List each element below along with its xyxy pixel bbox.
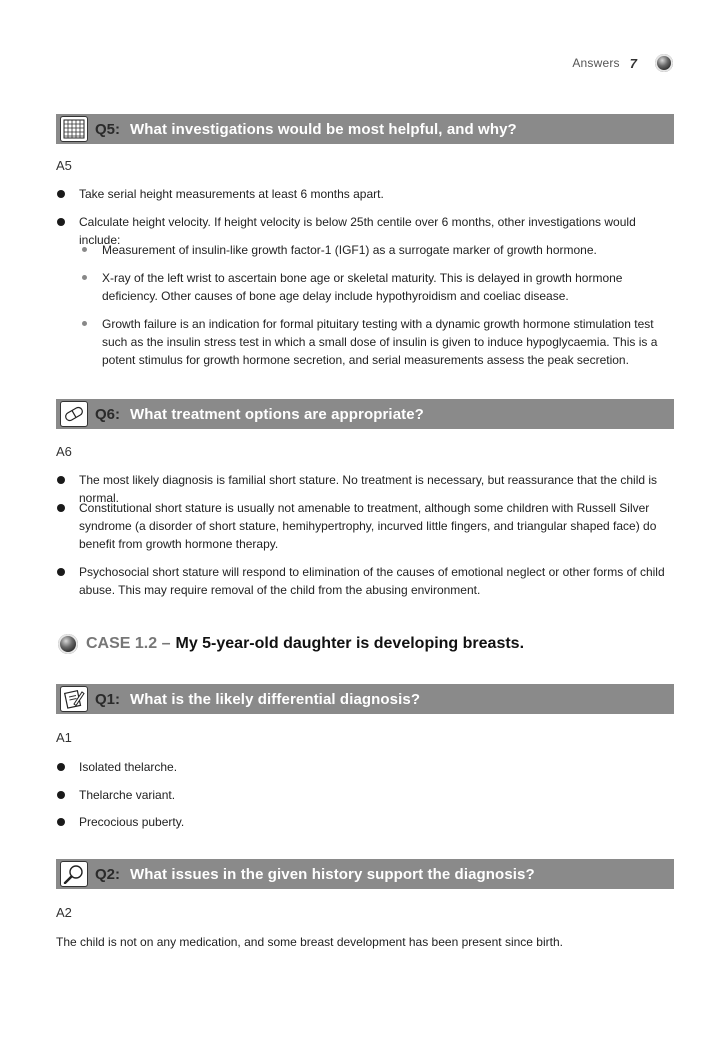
- question-text: What is the likely differential diagnosis?: [130, 690, 421, 708]
- pill-icon: [60, 401, 88, 427]
- list-item: Psychosocial short stature will respond to elimination of the causes of emotional neglect or other forms of child abuse. This may require removal of the child from the abusing environment.: [56, 563, 676, 599]
- sub-list-item: Growth failure is an indication for formal pituitary testing with a dynamic growth hormone stimulation test such as the insulin stress test in which a small dose of insulin is given to induce hypoglycaemia. This is a potent stimulus for growth hormone secretion, and serial measurements assess the peak secretion.: [80, 315, 676, 369]
- question-number: Q5:: [95, 120, 121, 138]
- magnifier-icon: [60, 861, 88, 887]
- list-item: Thelarche variant.: [56, 786, 676, 804]
- answer-label-a5: A5: [56, 158, 72, 173]
- sub-list-item: Measurement of insulin-like growth factor-1 (IGF1) as a surrogate marker of growth hormone.: [80, 241, 676, 259]
- section-orb-icon: [655, 54, 673, 72]
- answer-label-a2: A2: [56, 905, 72, 920]
- question-text: What issues in the given history support the diagnosis?: [130, 865, 535, 883]
- question-number: Q1:: [95, 690, 121, 708]
- page-number: 7: [629, 55, 637, 71]
- case-title: My 5-year-old daughter is developing breasts.: [175, 635, 525, 652]
- question-bar-q6: [56, 399, 674, 429]
- question-bar-q5: [56, 114, 674, 144]
- case-orb-icon: [58, 634, 78, 654]
- question-bar-q1: [56, 684, 674, 714]
- running-head: [572, 54, 673, 72]
- case-number: CASE 1.2 –: [86, 635, 171, 652]
- question-text: What treatment options are appropriate?: [130, 405, 424, 423]
- answer-label-a6: A6: [56, 444, 72, 459]
- list-item: Take serial height measurements at least 6 months apart.: [56, 185, 676, 203]
- question-bar-q2: [56, 859, 674, 889]
- sub-list-item: X-ray of the left wrist to ascertain bone age or skeletal maturity. This is delayed in growth hormone deficiency. Other causes of bone age delay include hypothyroidism and coeliac disease.: [80, 269, 676, 305]
- list-item: The most likely diagnosis is familial short stature. No treatment is necessary, but reassurance that the child is normal.: [56, 471, 676, 507]
- answer-label-a1: A1: [56, 730, 72, 745]
- question-number: Q2:: [95, 865, 121, 883]
- list-item: Calculate height velocity. If height velocity is below 25th centile over 6 months, other investigations would include:: [56, 213, 676, 249]
- question-number: Q6:: [95, 405, 121, 423]
- list-item: Constitutional short stature is usually not amenable to treatment, although some children with Russell Silver syndrome (a disorder of short stature, hemihypertrophy, incurved little fingers, and triangular shaped face) do benefit from growth hormone therapy.: [56, 499, 676, 553]
- list-item: Isolated thelarche.: [56, 758, 676, 776]
- question-text: What investigations would be most helpful, and why?: [130, 120, 517, 138]
- list-item: Precocious puberty.: [56, 813, 676, 831]
- clipboard-pencil-icon: [60, 686, 88, 712]
- running-head-label: Answers: [572, 56, 620, 70]
- answer-paragraph: The child is not on any medication, and some breast development has been present since birth.: [56, 935, 563, 949]
- grid-chart-icon: [60, 116, 88, 142]
- case-heading: [58, 634, 524, 654]
